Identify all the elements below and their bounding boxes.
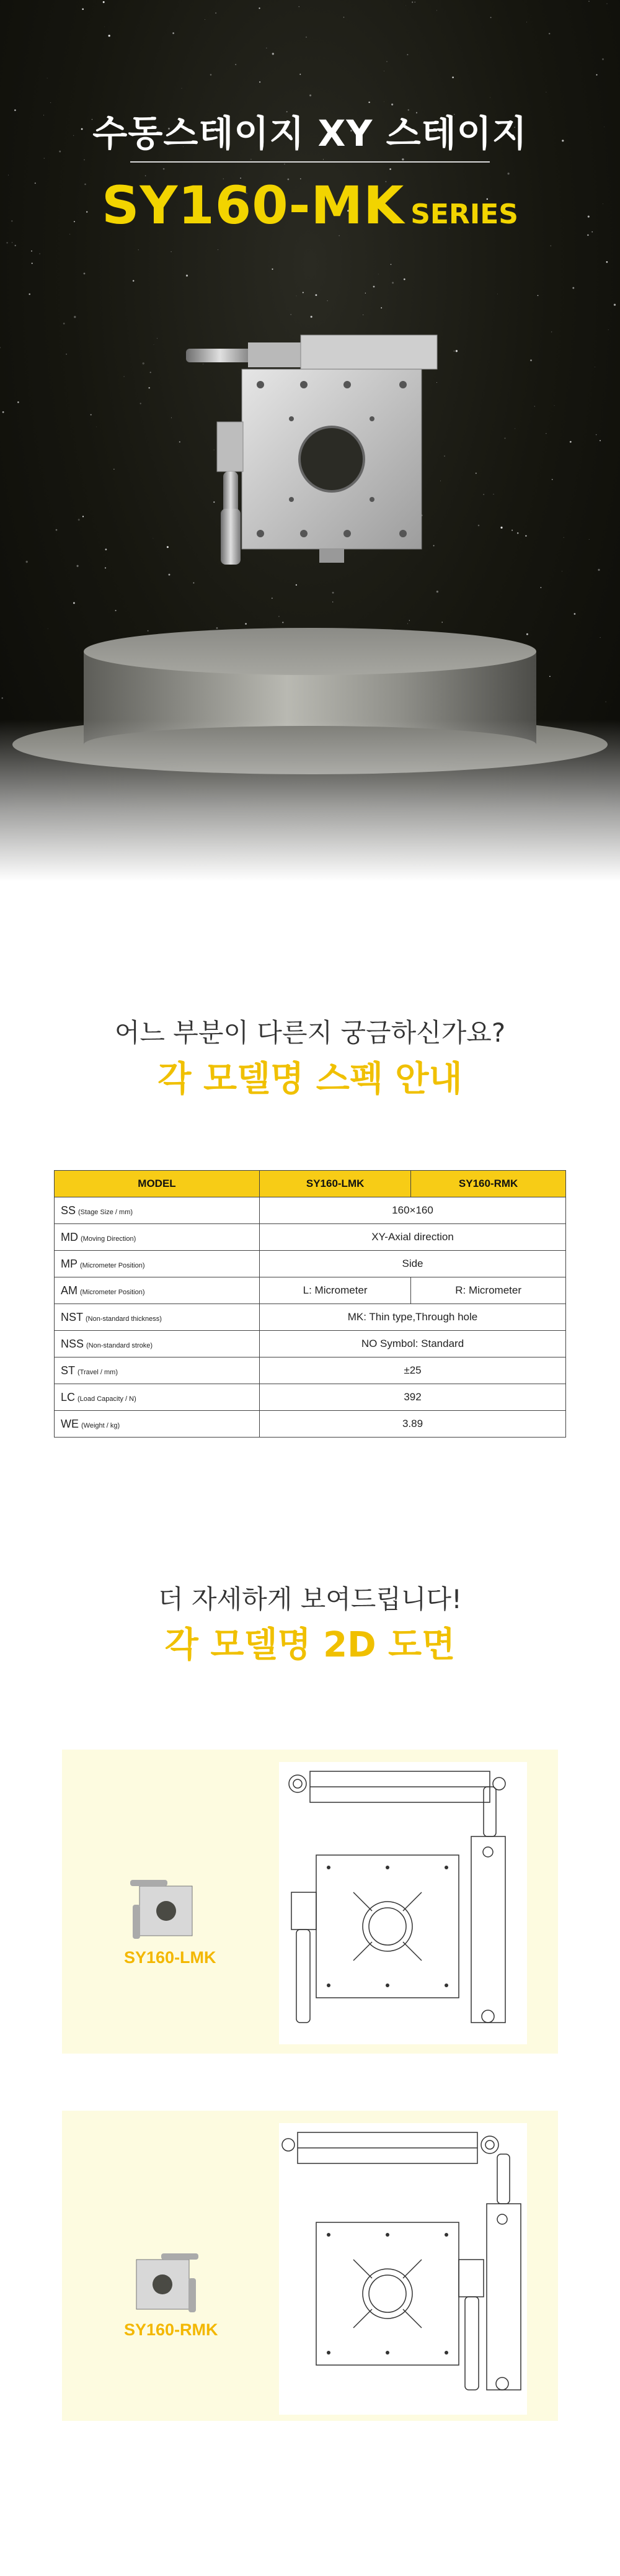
spec-code-description: (Load Capacity / N)	[78, 1395, 136, 1403]
star-dot	[17, 401, 19, 403]
star-dot	[272, 269, 273, 270]
star-dot	[169, 574, 170, 576]
star-dot	[140, 403, 141, 404]
star-dot	[452, 76, 454, 78]
hero-fade-overlay	[0, 720, 620, 881]
star-dot	[404, 279, 405, 280]
star-dot	[436, 10, 437, 11]
spec-code: MP	[61, 1257, 78, 1270]
spec-row-nst	[55, 1304, 566, 1331]
spec-row-label	[55, 1277, 260, 1304]
star-dot	[478, 525, 480, 527]
spec-code-description: (Moving Direction)	[81, 1235, 136, 1243]
spec-value-rmk: R: Micrometer	[411, 1277, 566, 1304]
star-dot	[50, 102, 51, 103]
spec-row-ss	[55, 1197, 566, 1224]
hero-banner	[0, 0, 620, 881]
star-dot	[84, 159, 85, 161]
star-dot	[373, 286, 375, 288]
star-dot	[386, 61, 388, 62]
spec-row-label	[55, 1197, 260, 1224]
spec-code-description: (Micrometer Position)	[80, 1288, 145, 1296]
spec-code: NSS	[61, 1337, 84, 1350]
star-dot	[570, 441, 572, 443]
spec-code-description: (Stage Size / mm)	[78, 1208, 133, 1216]
star-dot	[476, 473, 477, 474]
star-dot	[123, 376, 124, 377]
star-dot	[315, 294, 317, 296]
spec-row-we	[55, 1411, 566, 1438]
drawing-rmk	[279, 2123, 527, 2415]
spec-row-mp	[55, 1251, 566, 1277]
star-dot	[148, 387, 150, 389]
star-dot	[163, 168, 165, 170]
stage-thumbnail-rmk	[130, 2253, 198, 2315]
star-dot	[91, 414, 92, 415]
star-dot	[402, 158, 404, 160]
star-dot	[82, 516, 84, 517]
star-dot	[138, 249, 139, 250]
star-dot	[456, 350, 458, 352]
spec-row-lc	[55, 1384, 566, 1411]
star-dot	[552, 479, 553, 480]
hero-model-name	[0, 175, 620, 236]
spec-row-label	[55, 1411, 260, 1438]
star-dot	[215, 12, 216, 13]
star-dot	[296, 296, 297, 297]
stage-thumbnail-lmk	[130, 1880, 198, 1942]
star-dot	[235, 64, 236, 65]
spec-row-label	[55, 1251, 260, 1277]
spec-question: 어느 부분이 다른지 궁금하신가요?	[114, 1017, 506, 1048]
spec-row-label	[55, 1357, 260, 1384]
star-dot	[538, 295, 539, 296]
star-dot	[250, 159, 252, 160]
star-dot	[259, 81, 260, 83]
star-dot	[600, 440, 601, 441]
star-dot	[596, 74, 598, 76]
star-dot	[607, 3, 608, 4]
spec-value-lmk: L: Micrometer	[260, 1277, 411, 1304]
star-dot	[77, 565, 79, 567]
spec-row-label	[55, 1384, 260, 1411]
star-dot	[105, 567, 106, 568]
spec-table	[54, 1170, 566, 1438]
star-dot	[614, 304, 616, 306]
star-dot	[167, 546, 169, 548]
hero-series-word: SERIES	[410, 199, 518, 230]
spec-value: 3.89	[260, 1411, 566, 1438]
technical-drawing-lmk	[279, 1762, 527, 2044]
star-dot	[170, 251, 172, 253]
star-dot	[15, 245, 16, 246]
star-dot	[82, 8, 84, 10]
spec-code-description: (Travel / mm)	[78, 1368, 118, 1376]
spec-code: MD	[61, 1230, 78, 1243]
spec-value: 392	[260, 1384, 566, 1411]
hero-title: 수동스테이지 XY 스테이지	[92, 112, 528, 154]
star-dot	[343, 17, 345, 18]
star-dot	[490, 17, 492, 18]
spec-row-nss	[55, 1331, 566, 1357]
star-dot	[63, 323, 65, 324]
star-dot	[0, 347, 1, 348]
star-dot	[299, 74, 301, 75]
spec-row-label	[55, 1224, 260, 1251]
star-dot	[78, 519, 80, 521]
drawing-panel-lmk	[62, 1750, 558, 2054]
star-dot	[150, 372, 151, 373]
spec-code: NST	[61, 1310, 83, 1323]
spec-row-label	[55, 1304, 260, 1331]
star-dot	[589, 539, 590, 540]
spec-value: XY-Axial direction	[260, 1224, 566, 1251]
star-dot	[606, 261, 608, 263]
spec-code: AM	[61, 1284, 78, 1297]
xy-stage-product-image	[180, 298, 440, 620]
drawing-label-lmk: SY160-LMK	[124, 1948, 216, 1967]
spec-code: ST	[61, 1364, 76, 1377]
star-dot	[113, 469, 114, 470]
star-dot	[143, 362, 144, 364]
spec-header-model: MODEL	[55, 1171, 260, 1197]
hero-model-code: SY160-MK	[102, 175, 405, 236]
drawing-lmk	[279, 1762, 527, 2044]
spec-code: LC	[61, 1390, 76, 1403]
hero-divider	[130, 161, 490, 163]
star-dot	[500, 527, 502, 529]
drawing-heading: 각 모델명 2D 도면	[164, 1625, 456, 1665]
star-dot	[412, 2, 413, 3]
spec-row-st	[55, 1357, 566, 1384]
spec-table-header-row	[55, 1171, 566, 1197]
spec-code-description: (Non-standard stroke)	[86, 1341, 153, 1349]
spec-value: NO Symbol: Standard	[260, 1331, 566, 1357]
star-dot	[389, 168, 391, 170]
star-dot	[551, 331, 552, 333]
technical-drawing-rmk	[279, 2123, 527, 2415]
star-dot	[572, 287, 574, 289]
star-dot	[133, 280, 135, 282]
star-dot	[598, 569, 600, 571]
spec-value: ±25	[260, 1357, 566, 1384]
star-dot	[31, 251, 32, 252]
star-dot	[444, 455, 445, 456]
spec-code: SS	[61, 1204, 76, 1217]
star-dot	[596, 434, 597, 436]
star-dot	[105, 548, 107, 550]
star-dot	[549, 33, 550, 34]
star-dot	[96, 426, 97, 427]
star-dot	[29, 293, 30, 295]
spec-value: Side	[260, 1251, 566, 1277]
star-dot	[272, 53, 274, 55]
star-dot	[368, 102, 370, 104]
drawing-question: 더 자세하게 보여드립니다!	[158, 1584, 462, 1614]
star-dot	[303, 292, 304, 293]
star-dot	[6, 242, 8, 244]
drawing-panel-rmk	[62, 2111, 558, 2421]
spec-table-body	[55, 1197, 566, 1438]
spec-code-description: (Micrometer Position)	[80, 1261, 145, 1269]
star-dot	[2, 411, 4, 413]
star-dot	[541, 587, 542, 588]
star-dot	[32, 262, 33, 264]
star-dot	[554, 405, 555, 406]
drawing-label-rmk: SY160-RMK	[124, 2320, 218, 2339]
star-dot	[39, 253, 40, 254]
spec-code-description: (Weight / kg)	[81, 1421, 120, 1429]
star-dot	[66, 354, 67, 355]
star-dot	[602, 58, 604, 60]
star-dot	[525, 535, 526, 537]
spec-heading: 각 모델명 스펙 안내	[157, 1059, 463, 1099]
star-dot	[186, 275, 188, 277]
star-dot	[259, 7, 260, 9]
star-dot	[323, 159, 324, 160]
star-dot	[497, 293, 498, 294]
spec-code-description: (Non-standard thickness)	[86, 1315, 162, 1323]
star-dot	[172, 32, 174, 34]
star-dot	[210, 74, 212, 76]
star-dot	[608, 329, 609, 330]
spec-header-lmk: SY160-LMK	[260, 1171, 411, 1197]
star-dot	[392, 282, 394, 284]
spec-row-label	[55, 1331, 260, 1357]
spec-code: WE	[61, 1417, 79, 1430]
spec-row-am	[55, 1277, 566, 1304]
star-dot	[74, 316, 76, 318]
star-dot	[56, 529, 58, 531]
star-dot	[84, 272, 86, 274]
star-dot	[309, 94, 311, 96]
star-dot	[512, 530, 513, 531]
star-dot	[407, 54, 408, 55]
spec-row-md	[55, 1224, 566, 1251]
star-dot	[44, 158, 45, 159]
star-dot	[103, 1, 105, 3]
spec-header-rmk: SY160-RMK	[411, 1171, 566, 1197]
star-dot	[504, 437, 505, 439]
star-dot	[530, 359, 532, 361]
spec-value: 160×160	[260, 1197, 566, 1224]
star-dot	[108, 35, 110, 37]
spec-value: MK: Thin type,Through hole	[260, 1304, 566, 1331]
star-dot	[517, 532, 519, 534]
star-dot	[26, 561, 28, 563]
